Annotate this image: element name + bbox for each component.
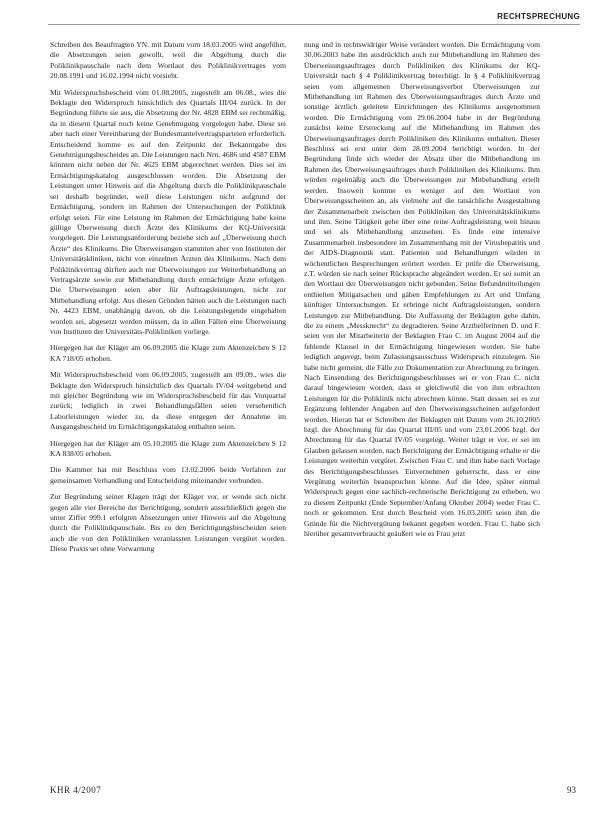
section-header: RECHTSPRECHUNG (497, 12, 580, 21)
page-number: 93 (567, 785, 576, 795)
paragraph: nung und in rechtswidriger Weise verändert worden. Die Ermächtigung vom 30.06.2003 habe ihn ausdrücklich auch zur Mitbehandlung im Rahmen des Überweisungsauftrages durch Polikliniken des Klinikums der KQ-Universität nach § 4 Poliklinikvertrag berechtigt. In § 4 Poliklinikvertrag seien vom allgemeinen Überweisungsverbot Überweisungen zur Mitbehandlung im Rahmen des Überweisungsauftrages durch Ärzte und sonstige ärztlich geleitete Einrichtungen des Klinikums ausgenommen worden. Die Ermächtigung vom 29.06.2004 habe in der Begründung zunächst keine Erstreckung auf die Mitbehandlung im Rahmen des Überweisungsauftrages durch Polikliniken des Klinikums enthalten. Dieser Beschluss sei erst unter dem 28.09.2004 berichtigt worden. In der Begründung finde sich wieder der Absatz über die Mitbehandlung im Rahmen des Überweisungsauftrages durch Polikliniken des Klinikums. Ihm würden regelmäßig auch die Überweisungen zur Mitbehandlung erteilt werden. Insoweit komme es weniger auf den Wortlaut von Überweisungsscheinen an, als vielmehr auf die tatsächliche Ausgestaltung der Zusammenarbeit zwischen den Polikliniken des Universitätsklinikums und ihm. Seine Tätigkeit gehe über eine reine Auftragsleistung weit hinaus und sei als Mitbehandlung anzusehen. Es finde eine intensive Zusammenarbeit insbesondere im Zusammenhang mit der Virushepatitis und der AIDS-Diagnostik statt. Patienten und Behandlungen würden in wöchentlichen Besprechungen erörtert werden. Er prüfe die Überweisung, z.T. würden sie nach seiner Rücksprache abgeändert werden. Er sei somit an den Wortlaut der Überweisungen nicht gebunden. Seine Befundmitteilungen enthielten Mitigatsachen und gäben Empfehlungen zu Art und Umfang künftiger Untersuchungen. Er erbringe nicht Auftragsleistungen, sondern Leistungen zur Mitbehandlung. Die Auffassung der Beklagten gehe dahin, die zu einem „Messknecht“ zu degradieren. Seine Arzthelferinnen D. und F. seien von der Mitarbeiterin der Beklagten Frau C. im August 2004 auf die fehlende Klausel in der Ermächtigung hingewiesen worden. Sie habe lediglich angeregt, beim Zulassungsausschuss Widerspruch einzulegen. Sie habe nicht gemeint, die Fälle zur Dokumentation zur Abrechnung zu bringen. Nach Einsendung des Berichtigungsbeschlusses sei er von Frau C. nicht darauf hingewiesen worden, dass er gleichwohl die von ihm erbrachten Leistungen für die Poliklinik nicht abrechnen könne. Statt dessen sei es zur Ergänzung fehlender Angaben auf den Überweisungsscheinen aufgefordert worden. Hieran hat er Schreiben der Beklagten mit Datum vom 26.10.2005 bzgl. der Abrechnung für das Quartal III/05 und vom 23.01.2006 bzgl. der Abrechnung für das Quartal IV/05 vorgelegt. Weiter trägt er vor, er sei im Glauben gelassen worden, nach Berichtigung der Ermächtigung erhalte er die Leistungen weiterhin vergütet. Zwischen Frau C. und ihm habe nach Vorlage des Berichtigungsbeschlusses Einvernehmen geherrscht, dass er eine Vergütung weiterhin beanspruchen könne. Auf die Idee, später einmal Widerspruch gegen eine sachlich-rechnerische Berichtigung zu erheben, wo zu diesem Zeitpunkt (Ende September/Anfang Oktober 2004) weder Frau C. noch er gekommen. Erst durch Bescheid vom 16.03.2005 seien ihm die Gründe für die Nichtvergütung bekannt gegeben worden. Frau C. habe sich hierüber gesamtverbraucht geäußert wie es Frau jetzt (304, 40, 540, 539)
right-column (304, 40, 540, 770)
header-rule (48, 24, 580, 25)
paragraph: Hiergegen hat der Kläger am 05.10.2005 die Klage zum Aktenzeichen S 12 KA 838/05 erhoben. (50, 438, 286, 459)
paragraph: Mit Widerspruchsbescheid vom 01.08.2005, zugestellt am 06.08., wies die Beklagte den Widerspruch hinsichtlich des Quartals III/04 zurück. In der Begründung führte sie aus, die Absetzung der Nr. 4828 EBM sei rechtmäßig, da in diesem Quartal noch keine Genehmigung vorgelegen habe. Diese sei aber nach einer Vereinbarung der Bundesmantelvertragsparteien erforderlich. Entscheidend komme es auf den Zeitpunkt der Bekanntgabe des Genehmigungsbescheides an. Die Leistungen nach Nrn. 4686 und 4587 EBM könnten nicht neben der Nr. 4625 EBM abgerechnet werden. Dies sei im Ermächtigungskatalog ausgeschlossen worden. Die Absetzung der Leistungen unter Hinweis auf die Abgeltung durch die Poliklinikpauschale sei deshalb begründet, weil diese Leistungen nicht aufgrund der Ermächtigung, sondern im Rahmen der Untersuchungen der Poliklinik erfolgt seien. Für eine Leistung im Rahmen der Ermächtigung habe keine gültige Überweisung durch Ärzte des Klinikums der KQ-Universität vorgelegen. Die Leistungsanforderung beziehe sich auf „Überweisung durch Ärzte“ des Klinikums. Die Überweisungen stammten aber von Instituten der Universitätskliniken, nicht von einzelnen Ärzten des Klinikums. Nach dem Poliklinikvertrag dürften auch nur Überweisungen zur Weiterbehandlung an Vertragsärzte sowie zur Mitbehandlung durch ermächtigte Ärzte erfolgen. Die Überweisungen seien aber für Auftragsleistungen, nicht zur Mitbehandlung erfolgt. Aus diesen Gründen hätten auch die Leistungen nach Nr. 4423 EBM, unabhängig davon, ob die Leistungslegende eingehalten worden sei, abgesetzt werden müssen, da in allen Fällen eine Überweisung von Instituten der Universitäts-Polikliniken vorliege. (50, 87, 286, 336)
journal-issue: KHR 4/2007 (50, 785, 102, 795)
paragraph: Die Kammer hat mit Beschluss vom 13.02.2006 beide Verfahren zur gemeinsamen Verhandlung und Entscheidung miteinander verbunden. (50, 465, 286, 485)
paragraph: Zur Begründung seiner Klagen trägt der Kläger vor, er wende sich nicht gegen alle vier Bereiche der Berichtigung, sondern ausschließlich gegen die unter Ziffer 999.1 erfolgten Absetzungen unter Hinweis auf die Abgeltung durch die Poliklinikpauschale. Bis zu den Berichtigungsbescheiden seien auch die von den Polikliniken veranlassten Leistungen vergütet worden. Diese Praxis sei ohne Vorwarnung (50, 492, 286, 554)
paragraph: Schreiben des Beauftragten YN. mit Datum vom 18.03.2005 wird angeführt, die Absetzungen seien gewollt, weil die Abgeltung durch die Poliklinikpauschale nach dem Wortlaut des Poliklinikvertrages vom 20.08.1991 und 16.02.1994 nicht vorsieht. (50, 40, 286, 81)
paragraph: Hiergegen hat der Kläger am 06.09.2005 die Klage zum Aktenzeichen S 12 KA 718/05 erhoben. (50, 343, 286, 363)
left-column (50, 40, 286, 770)
paragraph: Mit Widerspruchsbescheid vom 06.09.2005, zugestellt am 09.09., wies die Beklagte den Widerspruch hinsichtlich des Quartals IV/04 weitgehend und mit gleicher Begründung wie im Widerspruchsbescheid für das Vorquartal zurück; lediglich in zwei Behandlungsfällen seien versehentlich Laborleistungen wieder zu, da diese entgegen der Annahme im Ausgangsbescheid im Ermächtigungskatalog enthalten seien. (50, 370, 286, 432)
